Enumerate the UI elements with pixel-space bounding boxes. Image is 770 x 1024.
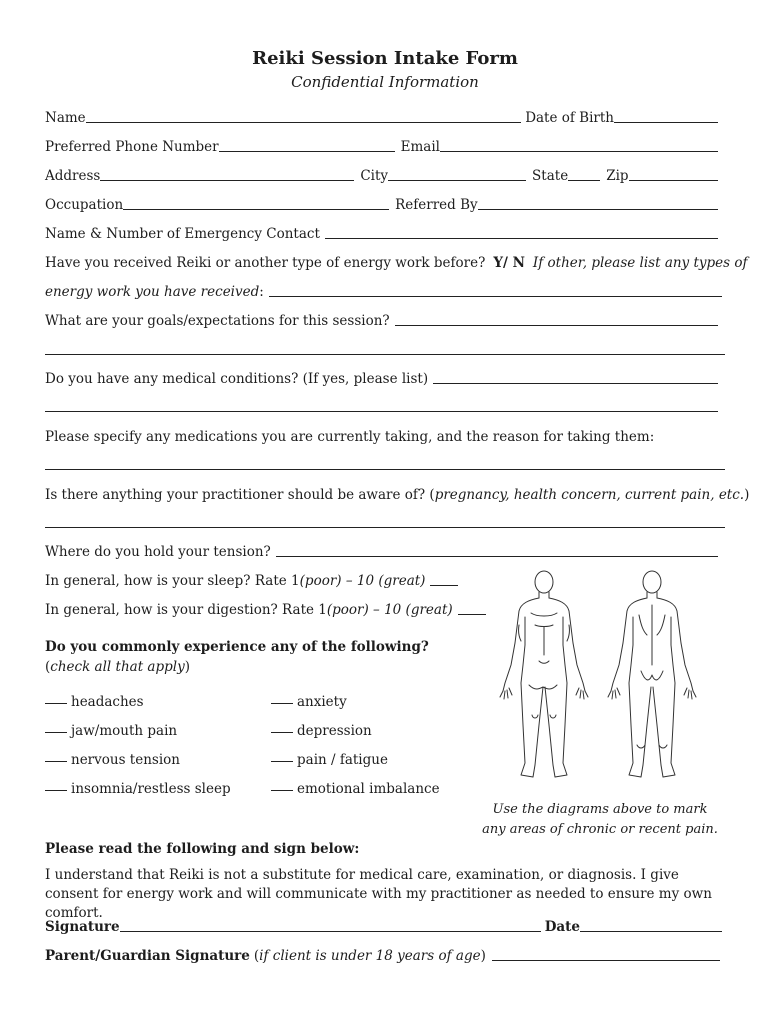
sleep-label: In general, how is your sleep? Rate 1	[45, 573, 300, 589]
checkbox-depression[interactable]: depression	[271, 723, 372, 739]
goals-line-2[interactable]	[45, 354, 725, 355]
dob-label: Date of Birth	[525, 110, 614, 126]
body-front-figure	[500, 571, 588, 777]
conditions-heading: Do you commonly experience any of the following?	[45, 639, 429, 655]
emergency-row	[45, 222, 718, 242]
goals-field[interactable]	[395, 310, 718, 326]
tension-row	[45, 540, 718, 560]
city-label: City	[360, 168, 389, 184]
checkbox-headaches[interactable]: headaches	[45, 694, 144, 710]
phone-field[interactable]	[219, 136, 395, 152]
reiki-other-field[interactable]	[269, 281, 722, 297]
form-subtitle: Confidential Information	[291, 73, 479, 91]
aware-label: Is there anything your practitioner should be aware of? (	[45, 487, 435, 503]
medical-line-2[interactable]	[45, 411, 718, 412]
address-field[interactable]	[100, 165, 354, 181]
checkbox-anxiety[interactable]: anxiety	[271, 694, 347, 710]
conditions-note-row: ( check all that apply )	[45, 659, 190, 675]
checkbox-insomnia[interactable]: insomnia/restless sleep	[45, 781, 231, 797]
body-back-figure	[608, 571, 696, 777]
consent-text: I understand that Reiki is not a substitute for medical care, examination, or diagnosis. I give consent for energy work and will communicate with my practitioner as needed to ensure my own comfort.	[45, 867, 712, 921]
yes-no-option[interactable]: Y/ N	[493, 255, 525, 271]
reiki-other-note: If other, please list any types of	[532, 255, 748, 271]
signature-row	[45, 915, 722, 935]
address-label: Address	[45, 168, 101, 184]
tension-field[interactable]	[276, 541, 718, 557]
occupation-field[interactable]	[123, 194, 389, 210]
phone-row	[45, 135, 718, 155]
conditions-note: check all that apply	[50, 659, 185, 675]
signature-label: Signature	[45, 919, 120, 935]
medications-row	[45, 425, 725, 445]
digestion-scale: (poor) – 10 (great)	[326, 602, 453, 618]
checkbox-nervous-tension[interactable]: nervous tension	[45, 752, 180, 768]
emergency-field[interactable]	[325, 223, 718, 239]
email-field[interactable]	[440, 136, 718, 152]
dob-field[interactable]	[614, 107, 718, 123]
guardian-row: Parent/Guardian Signature ( if client is under 18 years of age )	[45, 944, 720, 964]
checkbox-pain-fatigue[interactable]: pain / fatigue	[271, 752, 388, 768]
guardian-note: if client is under 18 years of age	[259, 948, 481, 964]
name-field[interactable]	[86, 107, 522, 123]
goals-row	[45, 309, 718, 329]
referred-label: Referred By	[395, 197, 478, 213]
medications-line[interactable]	[45, 469, 725, 470]
name-row	[45, 106, 718, 126]
aware-row: Is there anything your practitioner should be aware of? ( pregnancy, health concern, current pain, etc. )	[45, 487, 750, 503]
sleep-field[interactable]	[430, 570, 458, 586]
reiki-other-label: energy work you have received	[45, 284, 260, 300]
tension-label: Where do you hold your tension?	[45, 544, 271, 560]
date-field[interactable]	[580, 916, 722, 932]
signature-field[interactable]	[120, 916, 541, 932]
state-label: State	[532, 168, 569, 184]
goals-label: What are your goals/expectations for this session?	[45, 313, 390, 329]
state-field[interactable]	[568, 165, 600, 181]
checkbox-jaw-mouth-pain[interactable]: jaw/mouth pain	[45, 723, 177, 739]
medications-label: Please specify any medications you are currently taking, and the reason for taking them:	[45, 429, 655, 445]
checkbox-emotional-imbalance[interactable]: emotional imbalance	[271, 781, 440, 797]
occupation-row	[45, 193, 718, 213]
sleep-scale: (poor) – 10 (great)	[299, 573, 426, 589]
diagram-caption: Use the diagrams above to mark any areas of chronic or recent pain.	[482, 802, 718, 837]
consent-heading: Please read the following and sign below:	[45, 841, 360, 857]
date-label: Date	[544, 919, 580, 935]
zip-field[interactable]	[629, 165, 718, 181]
aware-examples: pregnancy, health concern, current pain, etc.	[434, 487, 745, 503]
occupation-label: Occupation	[45, 197, 124, 213]
email-label: Email	[400, 139, 440, 155]
name-label: Name	[45, 110, 86, 126]
guardian-label: Parent/Guardian Signature	[45, 948, 250, 964]
phone-label: Preferred Phone Number	[45, 139, 219, 155]
reiki-question-row	[45, 251, 748, 271]
reiki-question: Have you received Reiki or another type of energy work before?	[45, 255, 486, 271]
medical-field[interactable]	[433, 368, 718, 384]
referred-field[interactable]	[478, 194, 718, 210]
aware-line[interactable]	[45, 527, 725, 528]
body-diagram[interactable]	[495, 565, 705, 790]
sleep-row	[45, 569, 464, 589]
address-row	[45, 164, 718, 184]
digestion-field[interactable]	[458, 599, 486, 615]
medical-row	[45, 367, 718, 387]
reiki-other-row: energy work you have received :	[45, 280, 722, 300]
digestion-label: In general, how is your digestion? Rate 1	[45, 602, 327, 618]
city-field[interactable]	[388, 165, 526, 181]
zip-label: Zip	[606, 168, 629, 184]
form-title: Reiki Session Intake Form	[252, 48, 518, 69]
emergency-label: Name & Number of Emergency Contact	[45, 226, 320, 242]
guardian-signature-field[interactable]	[492, 945, 720, 961]
digestion-row	[45, 598, 492, 618]
medical-label: Do you have any medical conditions? (If yes, please list)	[45, 371, 429, 387]
